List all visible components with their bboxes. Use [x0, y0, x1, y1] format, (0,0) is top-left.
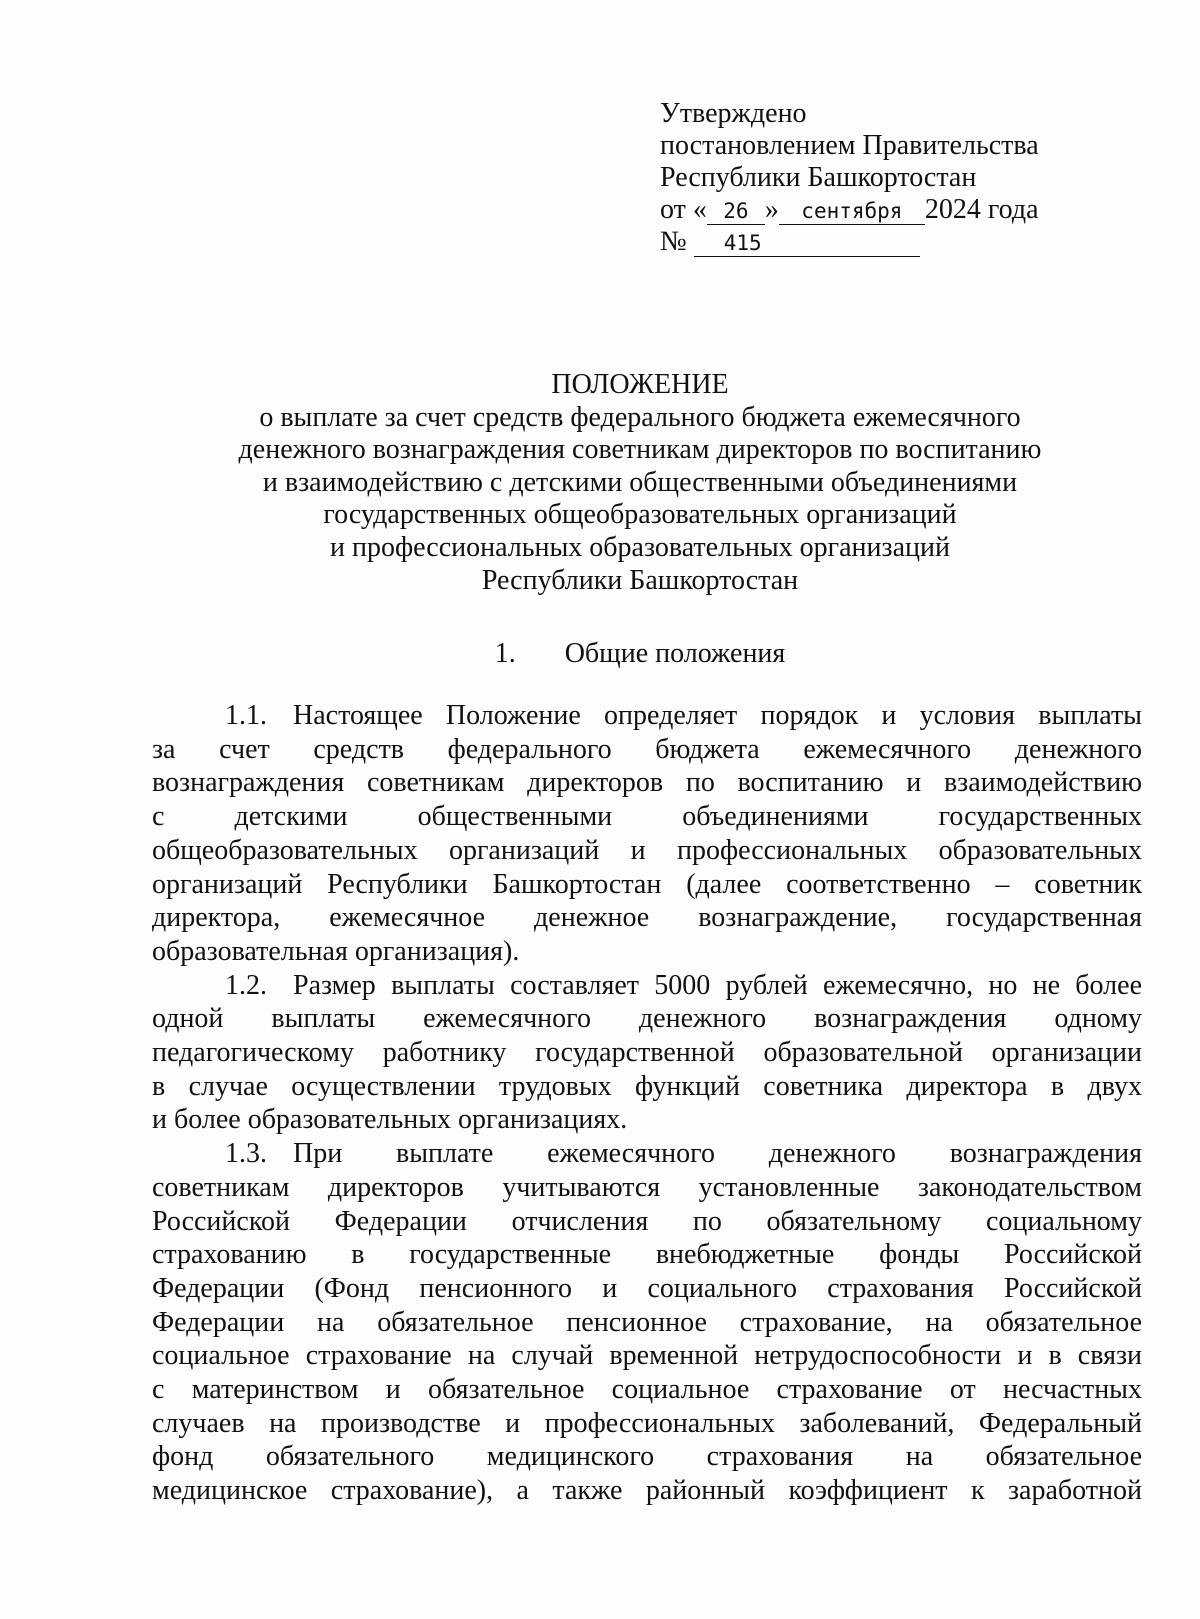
paragraph-line: фонд обязательного медицинского страхования на обязательное [152, 1441, 1142, 1473]
approval-date-line [660, 194, 1140, 226]
paragraph-line: директора, ежемесячное денежное вознаграждение, государственная [152, 902, 1142, 934]
paragraph-line: советникам директоров учитываются установленные законодательством [152, 1171, 1142, 1203]
title-line: государственных общеобразовательных организаций [323, 499, 957, 531]
paragraph-line: и более образовательных организациях. [152, 1104, 628, 1136]
title-line: и профессиональных образовательных организаций [330, 531, 950, 563]
title-line: денежного вознаграждения советникам директоров по воспитанию [238, 434, 1042, 466]
title-line: и взаимодействию с детскими общественными объединениями [262, 466, 1018, 498]
paragraph-line: Федерации на обязательное пенсионное страхование, на обязательное [152, 1306, 1142, 1338]
paragraph-line: образовательная организация). [152, 935, 520, 967]
approval-block [660, 98, 1140, 258]
title-heading: ПОЛОЖЕНИЕ [551, 369, 729, 400]
paragraph-line [152, 699, 1142, 733]
date-prefix: от « [660, 194, 707, 225]
paragraph-line: социальное страхование на случай временной нетрудоспособности и в связи [152, 1340, 1142, 1372]
paragraph-text: Размер выплаты составляет 5000 рублей ежемесячно, но не более [293, 969, 1142, 1001]
paragraph-line: одной выплаты ежемесячного денежного вознаграждения одному [152, 1003, 1142, 1035]
date-mid: » [764, 194, 779, 225]
number-prefix: № [660, 226, 687, 257]
title-line: Республики Башкортостан [481, 564, 799, 596]
paragraph-line: случаев на производстве и профессиональных заболеваний, Федеральный [152, 1407, 1142, 1439]
paragraph-text: При выплате ежемесячного денежного вознаграждения [293, 1138, 1142, 1170]
title-line: о выплате за счет средств федерального бюджета ежемесячного [259, 401, 1021, 433]
document-body [152, 699, 1142, 1508]
paragraph-line: медицинское страхование), а также районный коэффициент к заработной [152, 1475, 1142, 1507]
paragraph-line [152, 1137, 1142, 1171]
paragraph-line: с материнством и обязательное социальное страхование от несчастных [152, 1374, 1142, 1406]
paragraph-line: вознаграждения советникам директоров по воспитанию и взаимодействию [152, 767, 1142, 799]
paragraph-line: Российской Федерации отчисления по обязательному социальному [152, 1205, 1142, 1237]
document-title [150, 369, 1130, 597]
paragraph-line: Федерации (Фонд пенсионного и социального страхования Российской [152, 1272, 1142, 1304]
paragraph-line: организаций Республики Башкортостан (далее соответственно – советник [152, 868, 1142, 900]
paragraph-line: в случае осуществлении трудовых функций советника директора в двух [152, 1070, 1142, 1102]
document-number-field: 415 [694, 230, 920, 257]
paragraph-number: 1.3. [225, 1138, 267, 1170]
paragraph-text: Настоящее Положение определяет порядок и условия выплаты [293, 700, 1142, 731]
paragraph-line: общеобразовательных организаций и профессиональных образовательных [152, 834, 1142, 866]
approval-line-1: Утверждено [660, 98, 807, 129]
date-month-field: сентября [779, 198, 925, 225]
paragraph-line: за счет средств федерального бюджета ежемесячного денежного [152, 733, 1142, 765]
approval-line-3: Республики Башкортостан [660, 162, 977, 193]
paragraph-line: педагогическому работнику государственной образовательной организации [152, 1037, 1142, 1069]
section-title: Общие положения [564, 638, 786, 669]
approval-line-2: постановлением Правительства [660, 130, 1039, 161]
paragraph-number: 1.1. [225, 700, 267, 731]
paragraph-line: страхованию в государственные внебюджетные фонды Российской [152, 1239, 1142, 1271]
approval-number-line [660, 226, 1140, 258]
date-day-field: 26 [707, 198, 765, 225]
paragraph-line: с детскими общественными объединениями государственных [152, 801, 1142, 833]
date-suffix: 2024 года [924, 194, 1039, 225]
paragraph-number: 1.2. [225, 969, 267, 1001]
paragraph-line [152, 969, 1142, 1003]
section-heading [150, 638, 1130, 670]
section-number: 1. [494, 638, 516, 669]
